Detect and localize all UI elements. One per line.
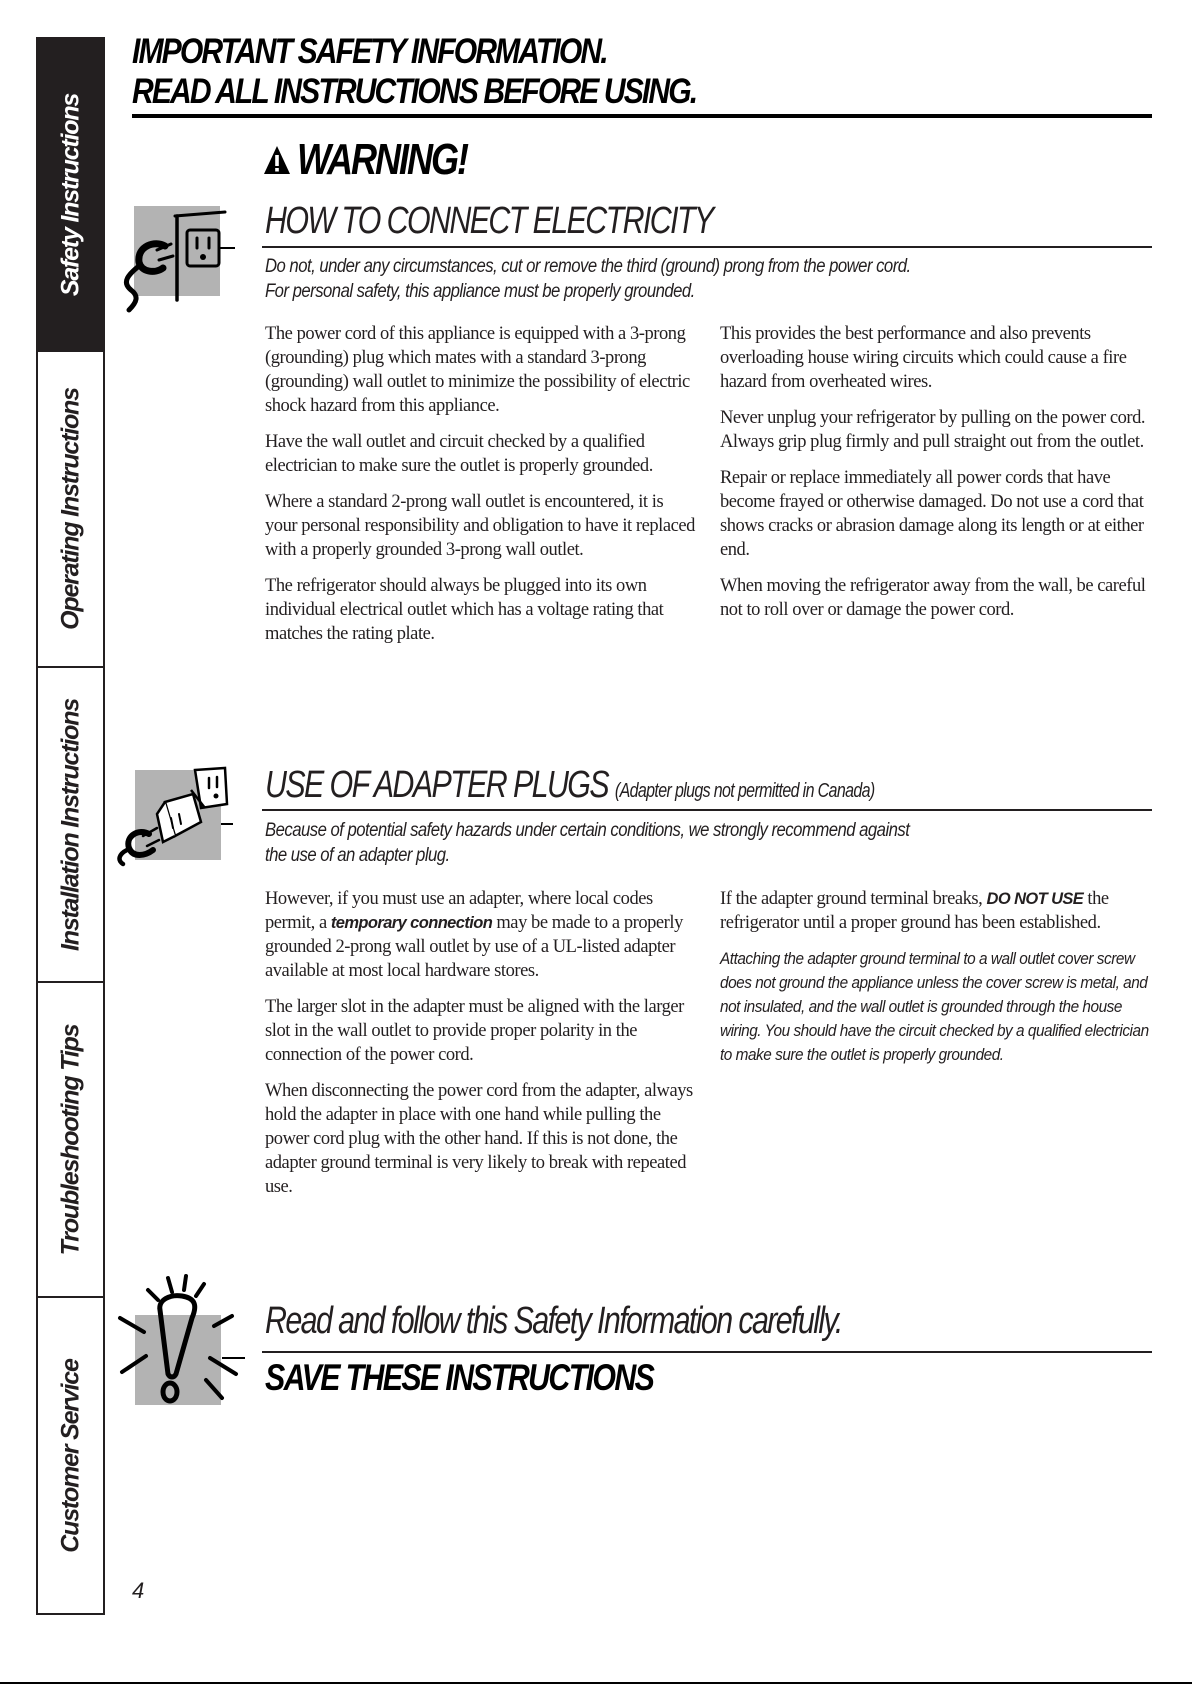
adapter-plug-icon xyxy=(113,762,233,872)
lead-line: Do not, under any circumstances, cut or remove the third (ground) prong from the power cord. xyxy=(265,256,911,277)
tab-label: Safety Instructions xyxy=(56,93,84,296)
section-title-note: (Adapter plugs not permitted in Canada) xyxy=(614,780,875,802)
save-instructions-heading: SAVE THESE INSTRUCTIONS xyxy=(265,1357,654,1398)
warning-label: WARNING! xyxy=(297,135,467,184)
tab-safety-instructions[interactable] xyxy=(36,37,105,352)
paragraph: Where a standard 2-prong wall outlet is encountered, it is your personal responsibility and obligation to have it replaced with a properly grounded 3-prong wall outlet. xyxy=(265,492,695,560)
lead-line: the use of an adapter plug. xyxy=(265,845,450,866)
page-title xyxy=(132,32,1152,112)
paragraph: Repair or replace immediately all power cords that have become frayed or otherwise damaged. Do not use a cord that shows cracks or abrasion damage along its length or at either end. xyxy=(720,468,1144,560)
paragraph: Have the wall outlet and circuit checked by a qualified electrician to make sure the outlet is properly grounded. xyxy=(265,432,653,476)
section-lead-connect-electricity xyxy=(265,254,1145,304)
section-tabs xyxy=(36,37,107,1615)
paragraph xyxy=(720,887,1162,935)
text: If the adapter ground terminal breaks, xyxy=(720,889,987,909)
section-title-adapter-plugs xyxy=(265,764,875,807)
tab-label: Installation Instructions xyxy=(56,698,84,951)
paragraph: This provides the best performance and also prevents overloading house wiring circuits which could cause a fire hazard from overheated wires. xyxy=(720,324,1127,392)
paragraph xyxy=(265,887,697,983)
adapter-right-column xyxy=(720,887,1162,1079)
emphasis-text: DO NOT USE xyxy=(986,890,1084,908)
note-paragraph: Attaching the adapter ground terminal to a wall outlet cover screw does not ground the appliance unless the cover screw is metal, and not insulated, and the wall outlet is grounded through the house wiring. You should have the circuit checked by a qualified electrician to make sure the outlet is properly grounded. xyxy=(720,950,1149,1064)
paragraph: When moving the refrigerator away from the wall, be careful not to roll over or damage the power cord. xyxy=(720,576,1146,620)
lead-line: For personal safety, this appliance must be properly grounded. xyxy=(265,281,695,302)
section-lead-adapter-plugs xyxy=(265,818,1145,868)
tab-label: Operating Instructions xyxy=(56,388,84,630)
section-divider xyxy=(262,246,1152,248)
page-bottom-border xyxy=(0,1682,1192,1684)
closing-divider xyxy=(262,1351,1152,1353)
tab-customer-service[interactable] xyxy=(36,1296,105,1615)
tab-label: Customer Service xyxy=(56,1358,84,1553)
tab-installation-instructions[interactable] xyxy=(36,666,105,983)
paragraph: Never unplug your refrigerator by pulling on the power cord. Always grip plug firmly and pull straight out from the outlet. xyxy=(720,408,1146,452)
connect-left-column xyxy=(265,322,697,658)
text: may be made to a properly grounded 2-prong wall outlet by use of a UL-listed adapter available at most local hardware stores. xyxy=(265,913,683,981)
text: However, if you must use an adapter, where local codes permit, a xyxy=(265,889,653,933)
plug-outlet-icon xyxy=(115,198,235,318)
warning-triangle-icon xyxy=(263,144,291,176)
connect-right-column xyxy=(720,322,1162,634)
tab-operating-instructions[interactable] xyxy=(36,350,105,668)
adapter-left-column xyxy=(265,887,697,1211)
tab-troubleshooting-tips[interactable] xyxy=(36,981,105,1298)
page-number: 4 xyxy=(132,1578,145,1603)
section-divider xyxy=(262,809,1152,811)
paragraph: When disconnecting the power cord from the adapter, always hold the adapter in place with one hand while pulling the power cord plug with the other hand. If this is not done, the adapter ground terminal is very likely to break with repeated use. xyxy=(265,1081,693,1197)
paragraph: The larger slot in the adapter must be aligned with the larger slot in the wall outlet to provide proper polarity in the connection of the power cord. xyxy=(265,997,684,1065)
text: the refrigerator until a proper ground has been established. xyxy=(720,889,1109,933)
paragraph: The power cord of this appliance is equipped with a 3-prong (grounding) plug which mates with a standard 3-prong (grounding) wall outlet to minimize the possibility of electric shock hazard from this appliance. xyxy=(265,324,690,416)
section-title-text: USE OF ADAPTER PLUGS xyxy=(265,764,609,806)
emphasis-text: temporary connection xyxy=(330,914,493,932)
warning-heading xyxy=(263,135,504,185)
tab-label: Troubleshooting Tips xyxy=(56,1024,84,1255)
paragraph: The refrigerator should always be plugged into its own individual electrical outlet which has a voltage rating that matches the rating plate. xyxy=(265,576,664,644)
closing-message: Read and follow this Safety Information carefully. xyxy=(265,1300,842,1342)
page-title-line-2: READ ALL INSTRUCTIONS BEFORE USING. xyxy=(132,72,697,111)
lead-line: Because of potential safety hazards under certain conditions, we strongly recommend against xyxy=(265,820,910,841)
header-divider xyxy=(132,114,1152,118)
section-title-connect-electricity: HOW TO CONNECT ELECTRICITY xyxy=(265,200,713,242)
exclamation-icon xyxy=(110,1270,245,1405)
page-title-line-1: IMPORTANT SAFETY INFORMATION. xyxy=(132,32,607,71)
